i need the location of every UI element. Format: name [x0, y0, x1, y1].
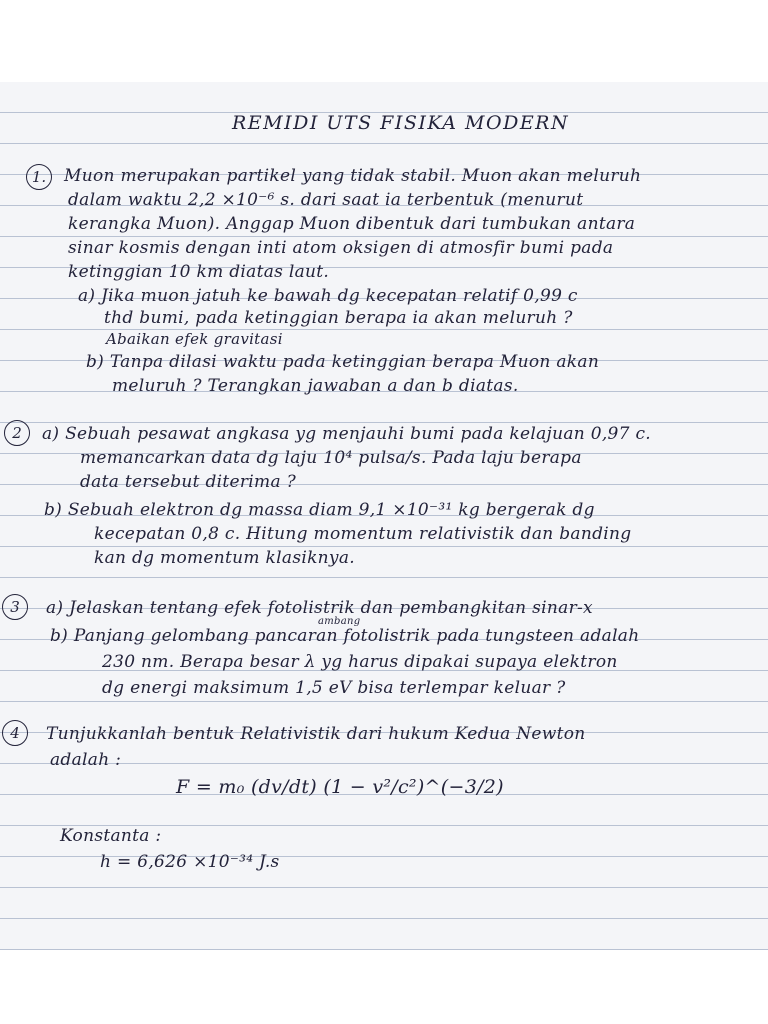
q2-part-b: b) Sebuah elektron dg massa diam 9,1 ×10⁻³¹ kg bergerak dg [44, 500, 595, 520]
q3-line: 230 nm. Berapa besar λ yg harus dipakai supaya elektron [102, 652, 618, 672]
page-title: REMIDI UTS FISIKA MODERN [232, 112, 570, 134]
q1-line: dalam waktu 2,2 ×10⁻⁶ s. dari saat ia terbentuk (menurut [68, 190, 584, 210]
q1-line: Abaikan efek gravitasi [106, 330, 283, 348]
q1-line: Muon merupakan partikel yang tidak stabil. Muon akan meluruh [64, 166, 642, 186]
q2-line: memancarkan data dg laju 10⁴ pulsa/s. Pada laju berapa [80, 448, 582, 468]
q4-line: Tunjukkanlah bentuk Relativistik dari hukum Kedua Newton [46, 724, 586, 744]
q3-part-b: b) Panjang gelombang pancaran fotolistrik pada tungsteen adalah [50, 626, 640, 646]
question-2-number: 2 [4, 420, 30, 446]
q3-annotation: ambang [318, 616, 361, 627]
question-1-number: 1. [26, 164, 52, 190]
q1-part-b: b) Tanpa dilasi waktu pada ketinggian berapa Muon akan [86, 352, 600, 372]
q1-line: ketinggian 10 km diatas laut. [68, 262, 330, 282]
newton-relativistic-formula: F = m₀ (dv/dt) (1 − v²/c²)^(−3/2) [176, 776, 504, 798]
q2-line: kan dg momentum klasiknya. [94, 548, 355, 568]
q3-part-a: a) Jelaskan tentang efek fotolistrik dan pembangkitan sinar-x [46, 598, 593, 618]
question-4-number: 4 [2, 720, 28, 746]
q2-line: kecepatan 0,8 c. Hitung momentum relativistik dan banding [94, 524, 632, 544]
q1-line: thd bumi, pada ketinggian berapa ia akan meluruh ? [104, 308, 573, 328]
q2-line: data tersebut diterima ? [80, 472, 297, 492]
planck-constant: h = 6,626 ×10⁻³⁴ J.s [100, 852, 280, 872]
q1-line: kerangka Muon). Anggap Muon dibentuk dari tumbukan antara [68, 214, 636, 234]
q2-part-a: a) Sebuah pesawat angkasa yg menjauhi bumi pada kelajuan 0,97 c. [42, 424, 652, 444]
constants-label: Konstanta : [60, 826, 162, 846]
q1-line: sinar kosmis dengan inti atom oksigen di atmosfir bumi pada [68, 238, 614, 258]
notebook-page [0, 82, 768, 950]
question-3-number: 3 [2, 594, 28, 620]
q1-line: meluruh ? Terangkan jawaban a dan b diatas. [112, 376, 519, 396]
q1-part-a: a) Jika muon jatuh ke bawah dg kecepatan relatif 0,99 c [78, 286, 578, 306]
q4-line: adalah : [50, 750, 122, 770]
q3-line: dg energi maksimum 1,5 eV bisa terlempar keluar ? [102, 678, 566, 698]
